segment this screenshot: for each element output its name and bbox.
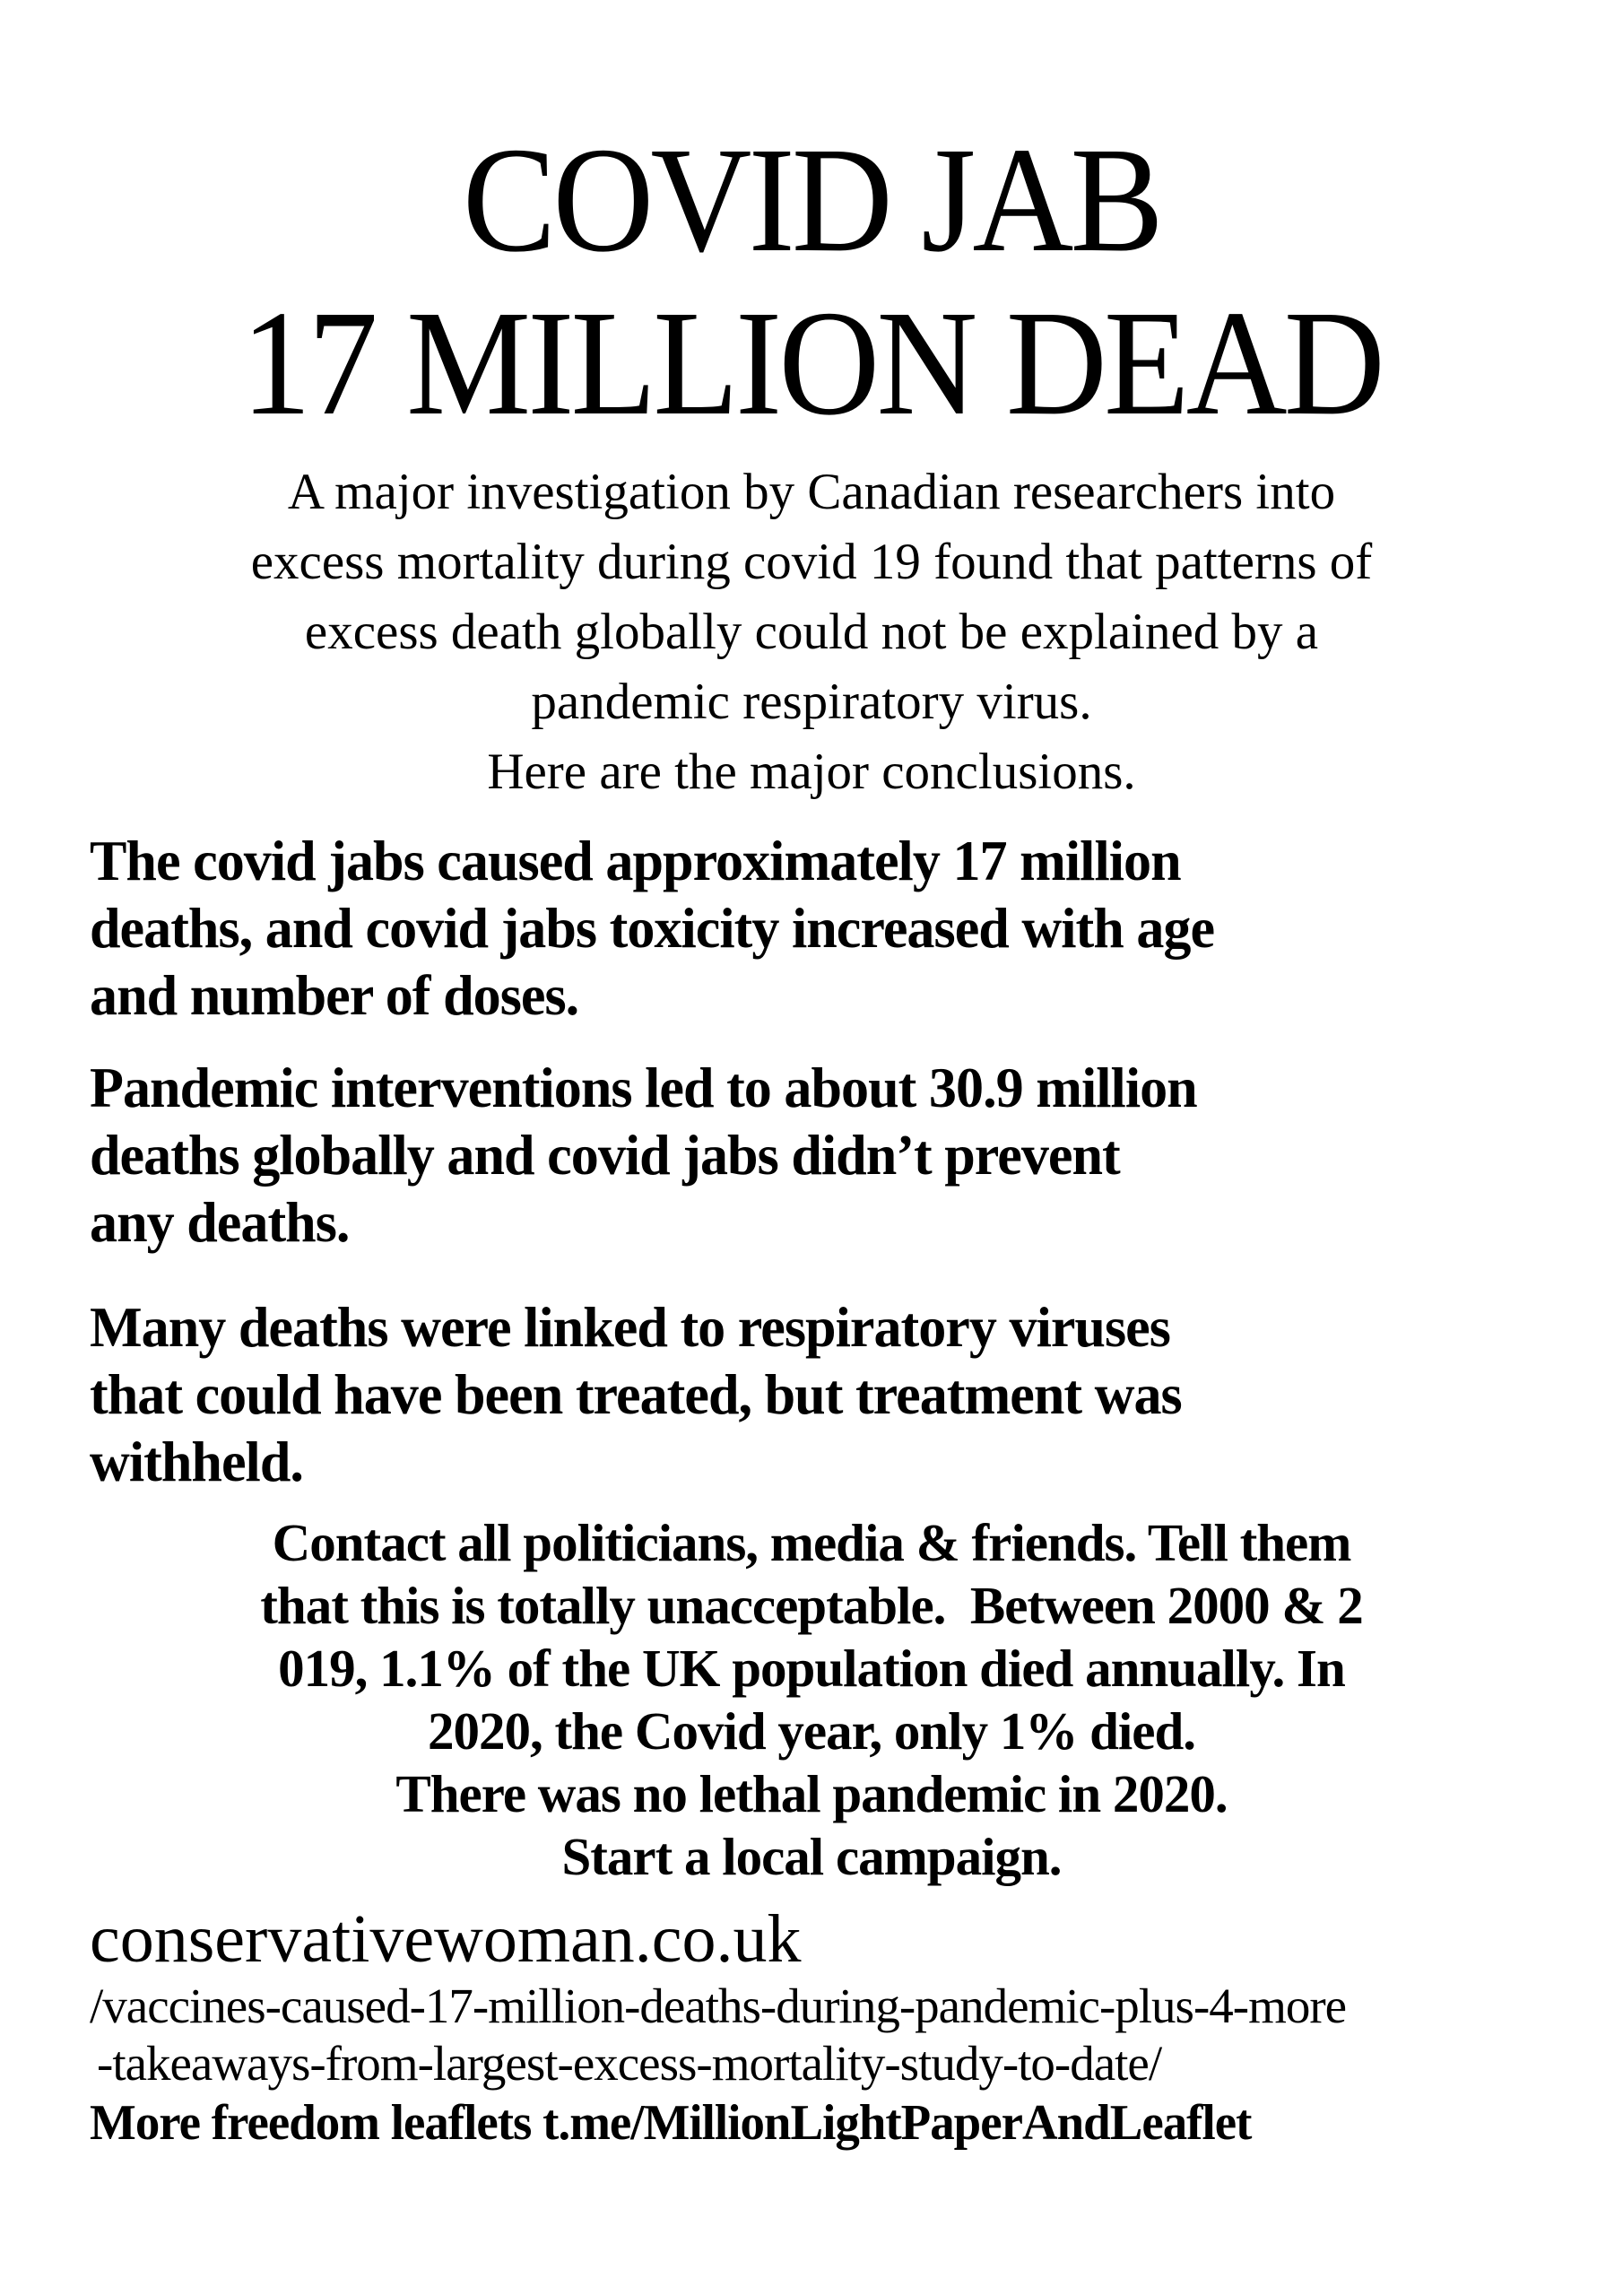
headline-line-2: 17 MILLION DEAD [240,280,1383,447]
intro-paragraph [90,457,1533,807]
intro-line-4: pandemic respiratory virus. [531,674,1092,730]
conclusion-1-line-1: The covid jabs caused approximately 17 million [90,829,1181,892]
conclusion-1-line-3: and number of doses. [90,963,579,1027]
intro-line-2: excess mortality during covid 19 found that patterns of [250,534,1373,590]
action-line-5: There was no lethal pandemic in 2020. [395,1764,1228,1823]
action-line-6: Start a local campaign. [561,1827,1062,1886]
telegram-leaflets-text: More freedom leaflets t.me/MillionLightPaperAndLeaflet [90,2095,1252,2151]
intro-line-5: Here are the major conclusions. [487,744,1136,800]
footer [90,1900,1533,2153]
conclusion-2-line-3: any deaths. [90,1190,350,1254]
conclusion-paragraph-jab-deaths [90,827,1533,1029]
conclusion-2-line-2: deaths globally and covid jabs didn’t prevent [90,1123,1120,1187]
action-line-4: 2020, the Covid year, only 1% died. [427,1701,1196,1761]
intro-line-1: A major investigation by Canadian researchers into [287,464,1336,520]
conclusion-3-line-3: withheld. [90,1430,303,1493]
conclusion-3-line-1: Many deaths were linked to respiratory viruses [90,1295,1170,1359]
intro-line-3: excess death globally could not be explained by a [304,604,1319,660]
conclusion-2-line-1: Pandemic interventions led to about 30.9 million [90,1056,1197,1119]
action-line-3: 019, 1.1% of the UK population died annually. In [278,1639,1345,1698]
conclusion-3-line-2: that could have been treated, but treatment was [90,1362,1182,1426]
website-text: conservativewoman.co.uk [90,1901,802,1977]
conclusion-1-line-2: deaths, and covid jabs toxicity increased with age [90,896,1215,960]
conclusion-paragraph-respiratory [90,1293,1533,1495]
conclusion-paragraph-interventions [90,1054,1533,1256]
article-url-line-1: /vaccines-caused-17-million-deaths-during-pandemic-plus-4-more [90,1979,1347,2033]
article-url-line-2: -takeaways-from-largest-excess-mortality-study-to-date/ [97,2036,1162,2091]
action-line-2: that this is totally unacceptable. Between 2000 & 2 [260,1576,1363,1635]
headline [90,0,1533,445]
action-line-1: Contact all politicians, media & friends. Tell them [272,1513,1351,1572]
headline-line-1: COVID JAB [462,117,1161,283]
call-to-action-paragraph [90,1511,1533,1888]
